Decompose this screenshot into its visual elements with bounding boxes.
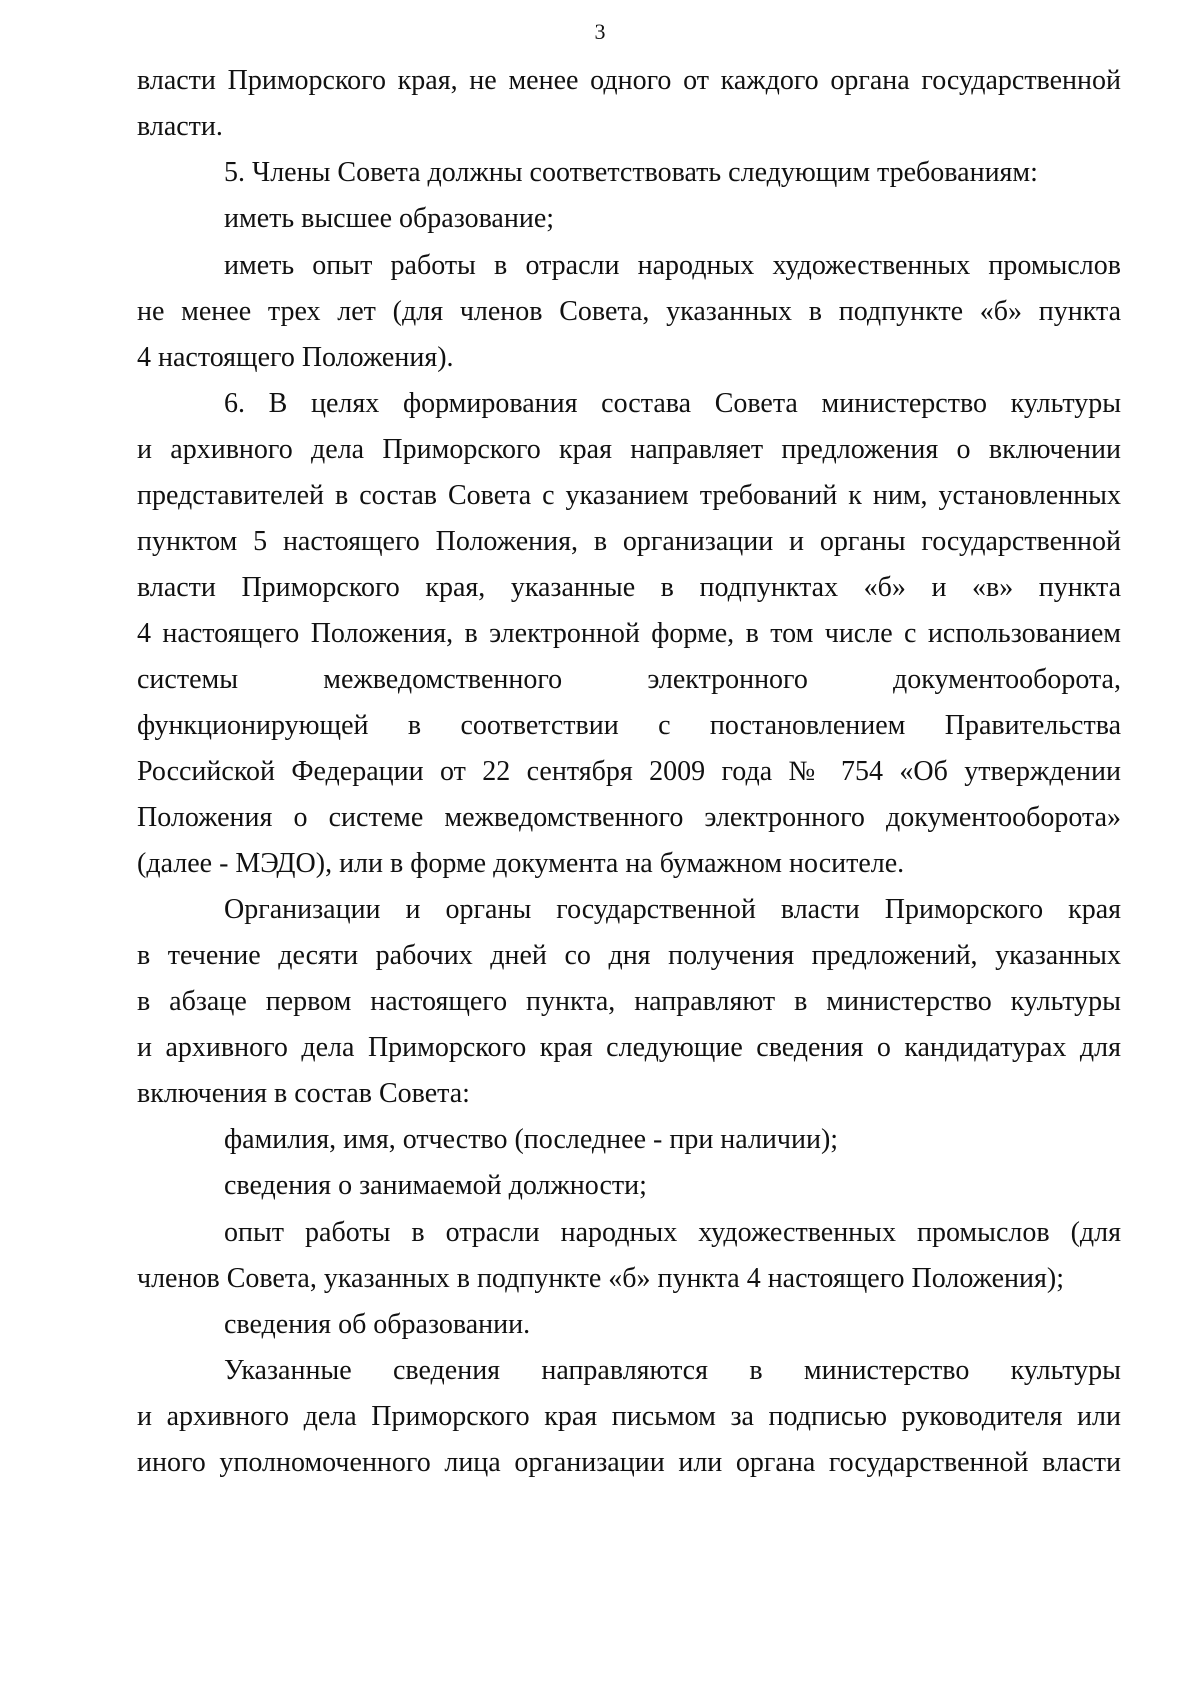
text-line: власти Приморского края, не менее одного от каждого органа государственной bbox=[137, 65, 1121, 96]
text-line: 6. В целях формирования состава Совета министерство культуры bbox=[224, 388, 1121, 419]
text-line: членов Совета, указанных в подпункте «б» пункта 4 настоящего Положения); bbox=[137, 1263, 1065, 1294]
text-line: 5. Члены Совета должны соответствовать следующим требованиям: bbox=[224, 157, 1038, 188]
text-line: иметь высшее образование; bbox=[224, 203, 555, 234]
text-line: иного уполномоченного лица организации или органа государственной власти bbox=[137, 1447, 1121, 1478]
text-line: Положения о системе межведомственного электронного документооборота» bbox=[137, 802, 1121, 833]
text-line: иметь опыт работы в отрасли народных художественных промыслов bbox=[224, 250, 1121, 281]
text-line: Организации и органы государственной власти Приморского края bbox=[224, 894, 1121, 925]
text-line: 4 настоящего Положения, в электронной форме, в том числе с использованием bbox=[137, 618, 1121, 649]
text-line: в абзаце первом настоящего пункта, направляют в министерство культуры bbox=[137, 986, 1121, 1017]
text-line: сведения об образовании. bbox=[224, 1309, 531, 1340]
text-line: в течение десяти рабочих дней со дня получения предложений, указанных bbox=[137, 940, 1121, 971]
text-line: опыт работы в отрасли народных художественных промыслов (для bbox=[224, 1217, 1121, 1248]
text-line: функционирующей в соответствии с постановлением Правительства bbox=[137, 710, 1121, 741]
text-line: Российской Федерации от 22 сентября 2009 года № 754 «Об утверждении bbox=[137, 756, 1121, 787]
text-line: (далее - МЭДО), или в форме документа на бумажном носителе. bbox=[137, 848, 905, 879]
text-line: власти Приморского края, указанные в подпунктах «б» и «в» пункта bbox=[137, 572, 1121, 603]
text-line: пунктом 5 настоящего Положения, в организации и органы государственной bbox=[137, 526, 1121, 557]
text-line: и архивного дела Приморского края письмом за подписью руководителя или bbox=[137, 1401, 1121, 1432]
text-line: сведения о занимаемой должности; bbox=[224, 1170, 647, 1201]
text-line: и архивного дела Приморского края следующие сведения о кандидатурах для bbox=[137, 1032, 1121, 1063]
text-line: Указанные сведения направляются в министерство культуры bbox=[224, 1355, 1121, 1386]
text-line: системы межведомственного электронного документооборота, bbox=[137, 664, 1121, 695]
text-line: 4 настоящего Положения). bbox=[137, 342, 454, 373]
text-line: представителей в состав Совета с указанием требований к ним, установленных bbox=[137, 480, 1121, 511]
text-line: фамилия, имя, отчество (последнее - при наличии); bbox=[224, 1124, 839, 1155]
page-number: 3 bbox=[594, 19, 606, 44]
text-line: не менее трех лет (для членов Совета, указанных в подпункте «б» пункта bbox=[137, 296, 1121, 327]
text-line: власти. bbox=[137, 111, 223, 142]
text-line: и архивного дела Приморского края направляет предложения о включении bbox=[137, 434, 1121, 465]
text-line: включения в состав Совета: bbox=[137, 1078, 470, 1109]
